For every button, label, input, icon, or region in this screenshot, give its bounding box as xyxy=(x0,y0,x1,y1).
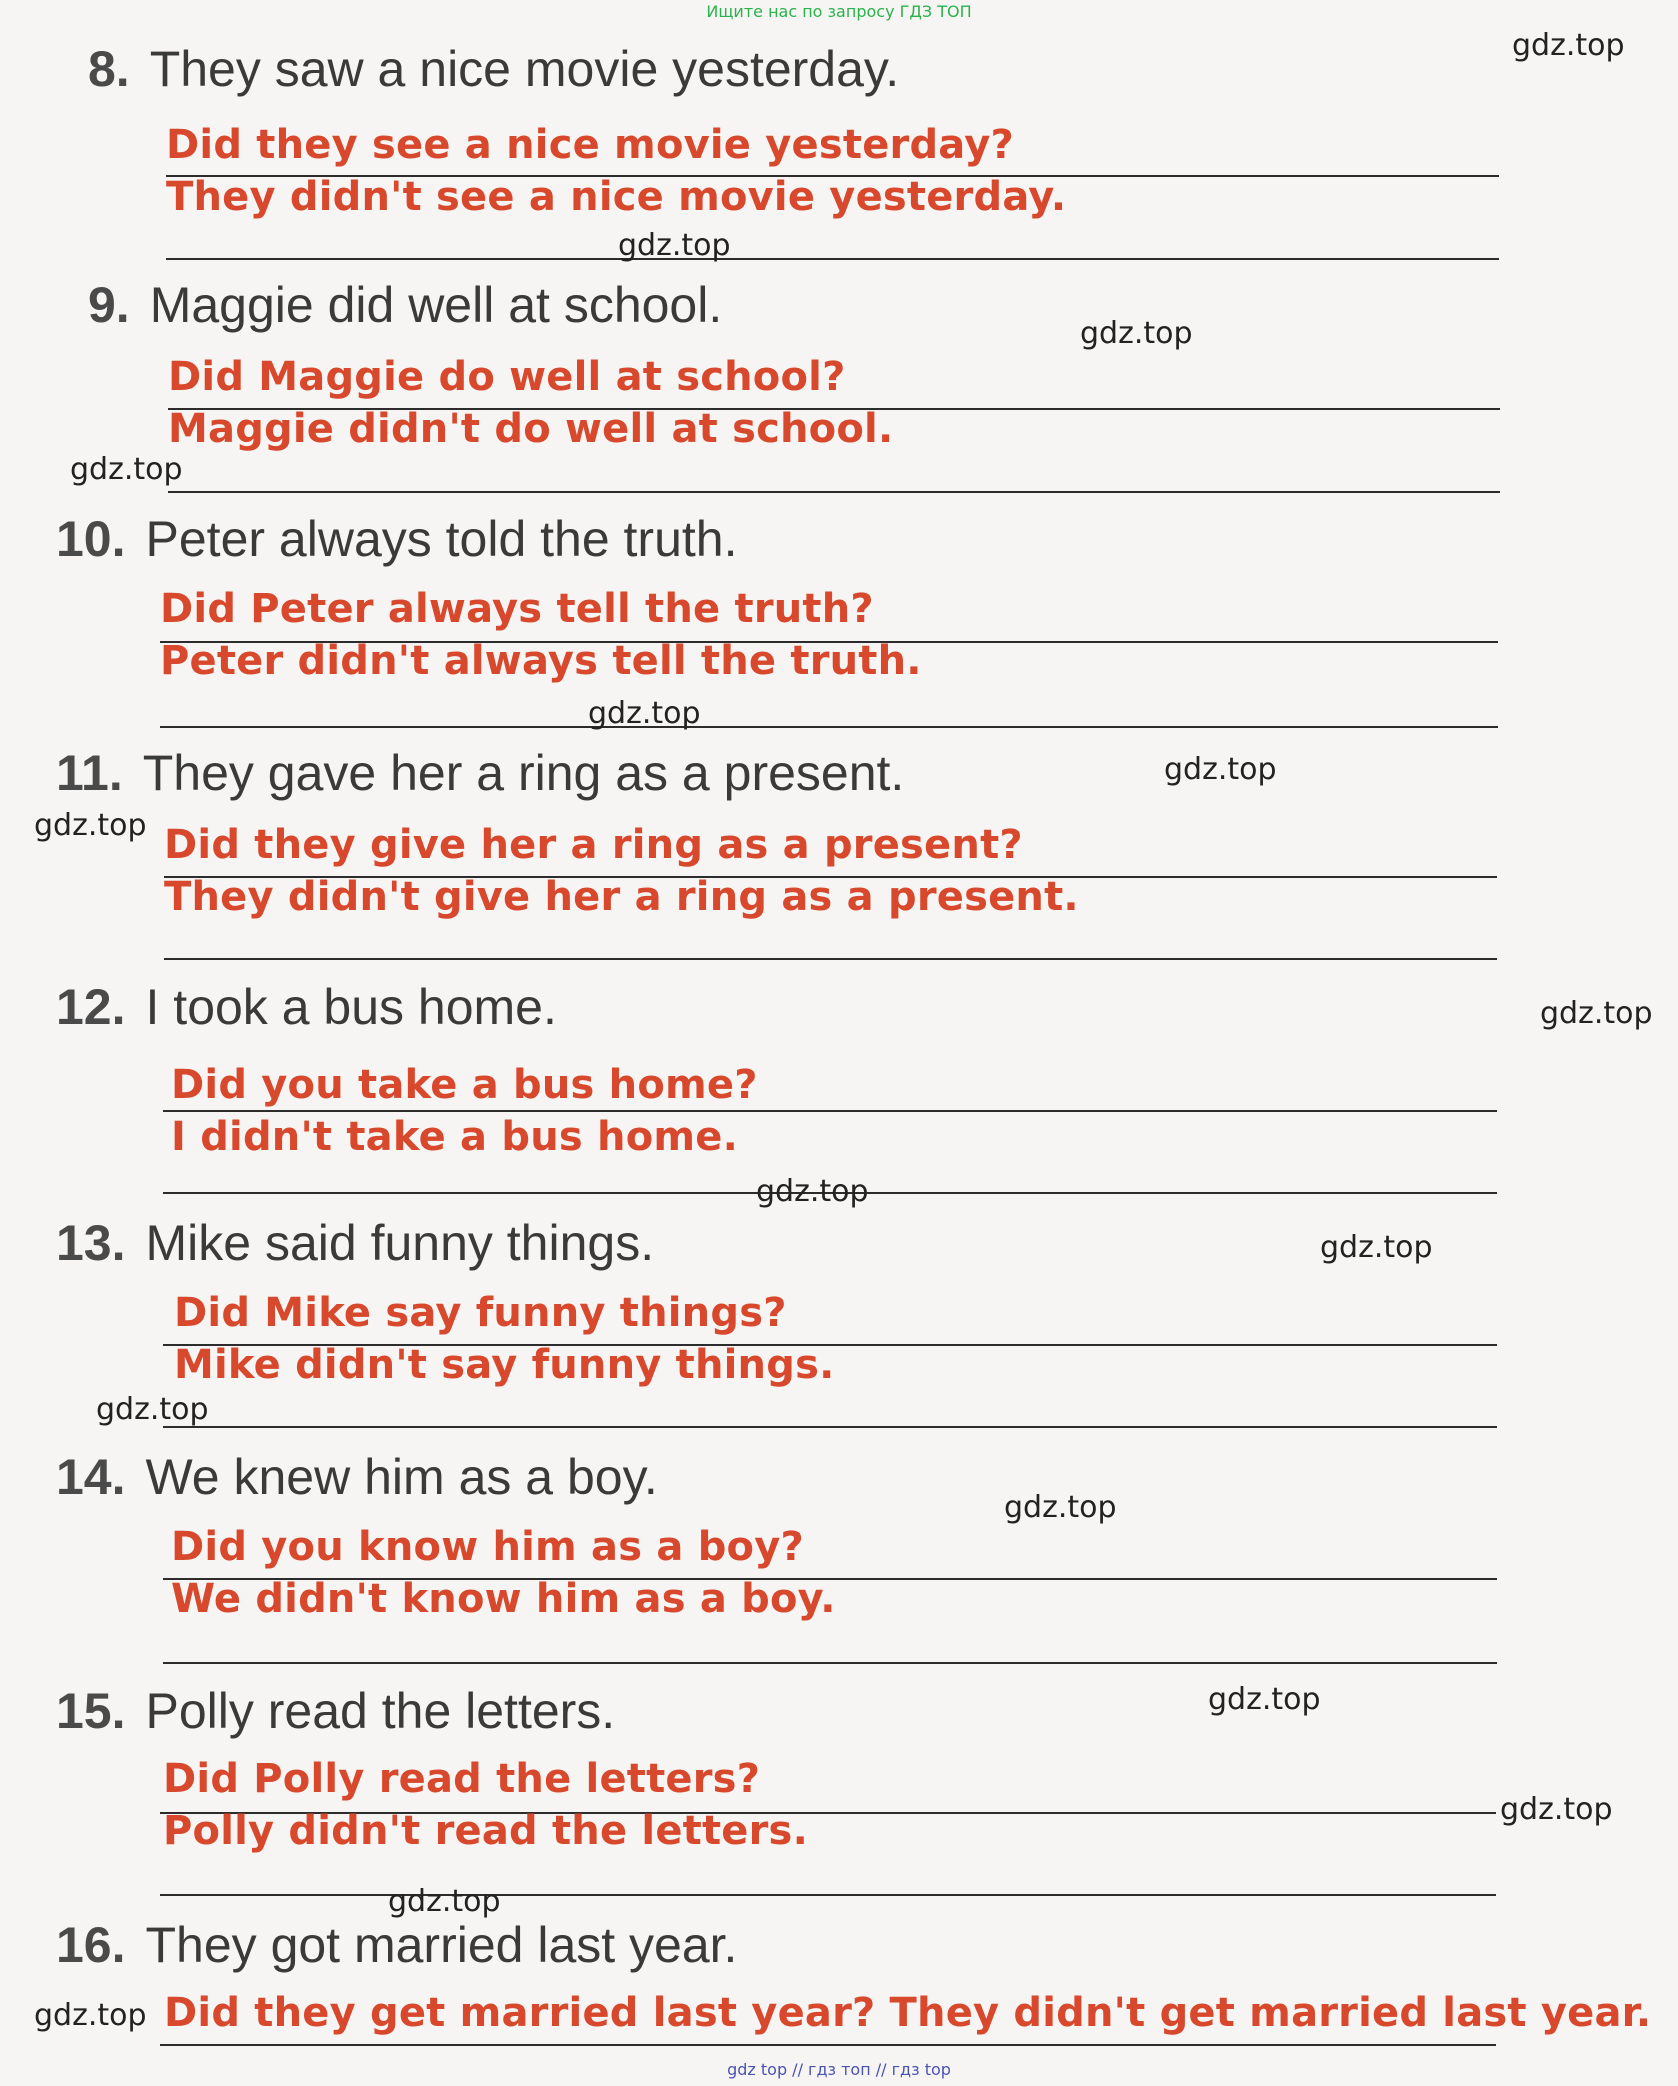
exercise-9-question: Did Maggie do well at school? xyxy=(168,354,846,400)
watermark: gdz.top xyxy=(70,452,183,487)
exercise-10-negative: Peter didn't always tell the truth. xyxy=(160,638,922,684)
exercise-10-sentence xyxy=(56,510,737,568)
answer-line xyxy=(160,2044,1496,2046)
answer-line xyxy=(160,1894,1496,1896)
sentence-text: They gave her a ring as a present. xyxy=(142,745,905,801)
exercise-11-sentence xyxy=(56,744,904,802)
sentence-text: Polly read the letters. xyxy=(145,1683,616,1739)
watermark: gdz.top xyxy=(756,1174,869,1209)
watermark: gdz.top xyxy=(1164,752,1277,787)
watermark: gdz.top xyxy=(1004,1490,1117,1525)
watermark: gdz.top xyxy=(1208,1682,1321,1717)
answer-line xyxy=(164,958,1497,960)
exercise-13-negative: Mike didn't say funny things. xyxy=(174,1342,835,1388)
exercise-15-sentence xyxy=(56,1682,615,1740)
exercise-16-sentence xyxy=(56,1916,737,1974)
watermark: gdz.top xyxy=(388,1884,501,1919)
sentence-text: I took a bus home. xyxy=(145,979,557,1035)
watermark: gdz.top xyxy=(588,696,701,731)
exercise-number: 12. xyxy=(56,979,126,1035)
exercise-number: 15. xyxy=(56,1683,126,1739)
answer-line xyxy=(163,1426,1497,1428)
answer-line xyxy=(160,726,1498,728)
sentence-text: Maggie did well at school. xyxy=(149,277,723,333)
exercise-8-question: Did they see a nice movie yesterday? xyxy=(166,122,1014,168)
exercise-8-sentence xyxy=(88,40,899,98)
watermark: gdz.top xyxy=(1500,1792,1613,1827)
watermark: gdz.top xyxy=(34,1998,147,2033)
exercise-11-negative: They didn't give her a ring as a present. xyxy=(164,874,1079,920)
watermark: gdz.top xyxy=(96,1392,209,1427)
exercise-10-question: Did Peter always tell the truth? xyxy=(160,586,874,632)
answer-line xyxy=(166,258,1499,260)
sentence-text: They got married last year. xyxy=(145,1917,738,1973)
answer-line xyxy=(168,491,1500,493)
watermark: gdz.top xyxy=(1080,316,1193,351)
sentence-text: Mike said funny things. xyxy=(145,1215,655,1271)
exercise-15-negative: Polly didn't read the letters. xyxy=(163,1808,808,1854)
exercise-number: 14. xyxy=(56,1449,126,1505)
exercise-12-question: Did you take a bus home? xyxy=(171,1062,758,1108)
exercise-9-sentence xyxy=(88,276,722,334)
exercise-8-negative: They didn't see a nice movie yesterday. xyxy=(166,174,1067,220)
exercise-number: 13. xyxy=(56,1215,126,1271)
watermark: gdz.top xyxy=(1320,1230,1433,1265)
exercise-12-sentence xyxy=(56,978,557,1036)
exercise-14-negative: We didn't know him as a boy. xyxy=(171,1576,836,1622)
exercise-number: 11. xyxy=(56,745,123,801)
footer-banner: gdz top // гдз топ // гдз top xyxy=(727,2060,951,2079)
exercise-number: 8. xyxy=(88,41,130,97)
exercise-12-negative: I didn't take a bus home. xyxy=(171,1114,738,1160)
exercise-15-question: Did Polly read the letters? xyxy=(163,1756,761,1802)
header-banner: Ищите нас по запросу ГДЗ ТОП xyxy=(706,2,972,21)
exercise-9-negative: Maggie didn't do well at school. xyxy=(168,406,894,452)
exercise-14-sentence xyxy=(56,1448,658,1506)
exercise-16-answer: Did they get married last year? They didn't get married last year. xyxy=(164,1990,1652,2036)
exercise-14-question: Did you know him as a boy? xyxy=(171,1524,804,1570)
watermark: gdz.top xyxy=(34,808,147,843)
exercise-number: 9. xyxy=(88,277,130,333)
sentence-text: We knew him as a boy. xyxy=(145,1449,658,1505)
exercise-13-sentence xyxy=(56,1214,654,1272)
watermark: gdz.top xyxy=(1512,28,1625,63)
exercise-number: 16. xyxy=(56,1917,126,1973)
exercise-13-question: Did Mike say funny things? xyxy=(174,1290,787,1336)
answer-line xyxy=(163,1662,1497,1664)
exercise-number: 10. xyxy=(56,511,126,567)
sentence-text: Peter always told the truth. xyxy=(145,511,738,567)
answer-line xyxy=(163,1110,1497,1112)
watermark: gdz.top xyxy=(618,228,731,263)
watermark: gdz.top xyxy=(1540,996,1653,1031)
sentence-text: They saw a nice movie yesterday. xyxy=(149,41,900,97)
exercise-11-question: Did they give her a ring as a present? xyxy=(164,822,1023,868)
